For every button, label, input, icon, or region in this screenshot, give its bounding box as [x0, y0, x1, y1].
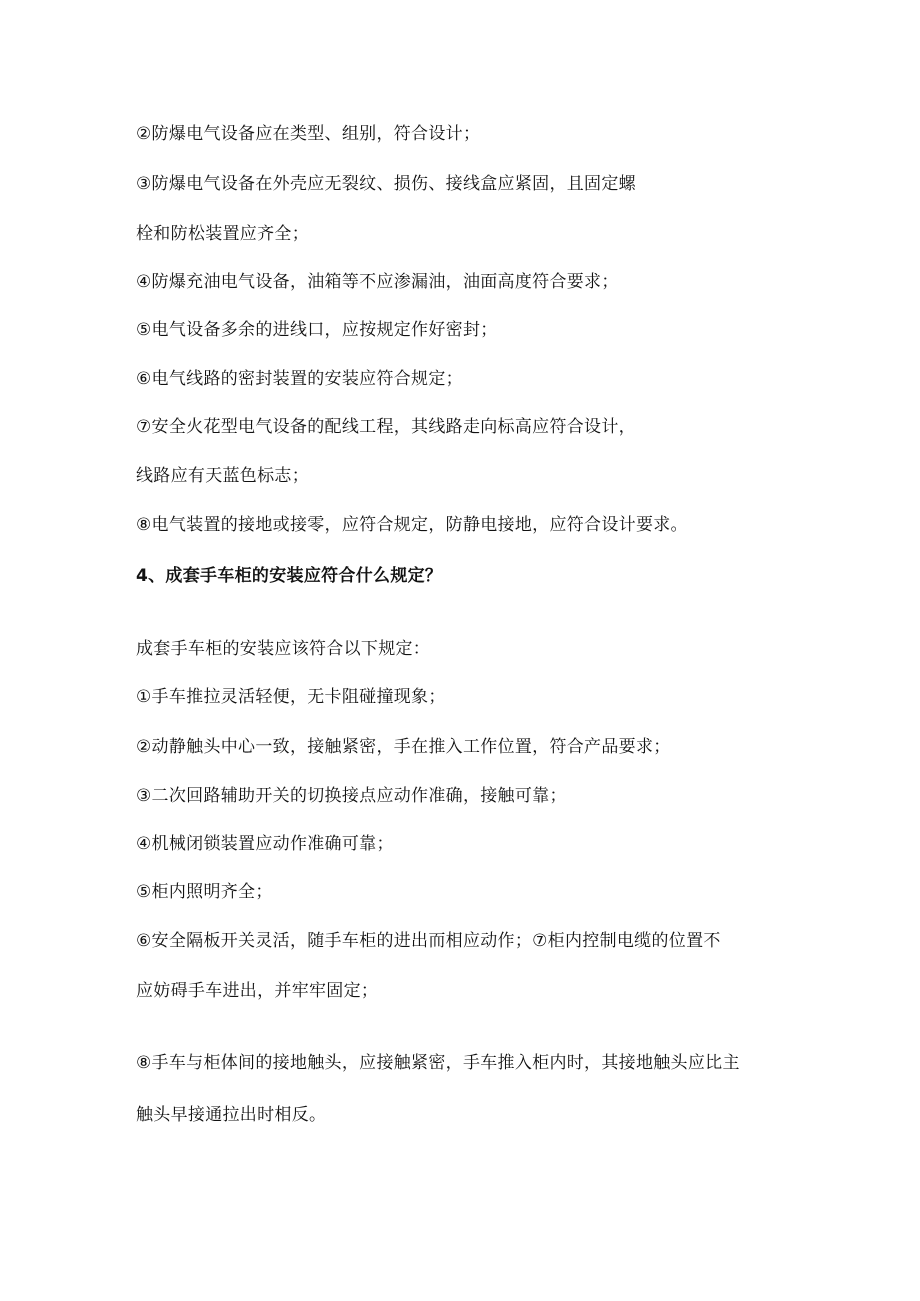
list-item: ①手车推拉灵活轻便，无卡阻碰撞现象； [136, 687, 446, 707]
list-item: 应妨碍手车进出，并牢牢固定； [136, 981, 379, 1001]
list-item: ⑤柜内照明齐全； [136, 882, 273, 902]
list-item: ④防爆充油电气设备，油箱等不应渗漏油，油面高度符合要求； [136, 272, 619, 292]
list-item: ⑦安全火花型电气设备的配线工程，其线路走向标高应符合设计， [136, 417, 636, 437]
list-item: ⑥安全隔板开关灵活，随手车柜的进出而相应动作；⑦柜内控制电缆的位置不 [136, 931, 721, 951]
list-item: 触头早接通拉出时相反。 [136, 1105, 327, 1125]
list-item: ②动静触头中心一致，接触紧密，手在推入工作位置，符合产品要求； [136, 737, 671, 757]
list-item: ③防爆电气设备在外壳应无裂纹、损伤、接线盒应紧固，且固定螺 [136, 174, 636, 194]
list-item: ④机械闭锁装置应动作准确可靠； [136, 834, 394, 854]
list-item: ⑥电气线路的密封装置的安装应符合规定； [136, 369, 463, 389]
list-item: ②防爆电气设备应在类型、组别，符合设计； [136, 124, 481, 144]
list-item: ⑤电气设备多余的进线口，应按规定作好密封； [136, 320, 498, 340]
section-intro: 成套手车柜的安装应该符合以下规定： [136, 639, 431, 659]
list-item: 栓和防松装置应齐全； [136, 224, 309, 244]
section-heading: 4、成套手车柜的安装应符合什么规定？ [136, 566, 443, 586]
list-item: 线路应有天蓝色标志； [136, 466, 309, 486]
list-item: ⑧手车与柜体间的接地触头，应接触紧密，手车推入柜内时，其接地触头应比主 [136, 1053, 740, 1073]
list-item: ③二次回路辅助开关的切换接点应动作准确，接触可靠； [136, 786, 567, 806]
list-item: ⑧电气装置的接地或接零，应符合规定，防静电接地，应符合设计要求。 [136, 515, 688, 535]
